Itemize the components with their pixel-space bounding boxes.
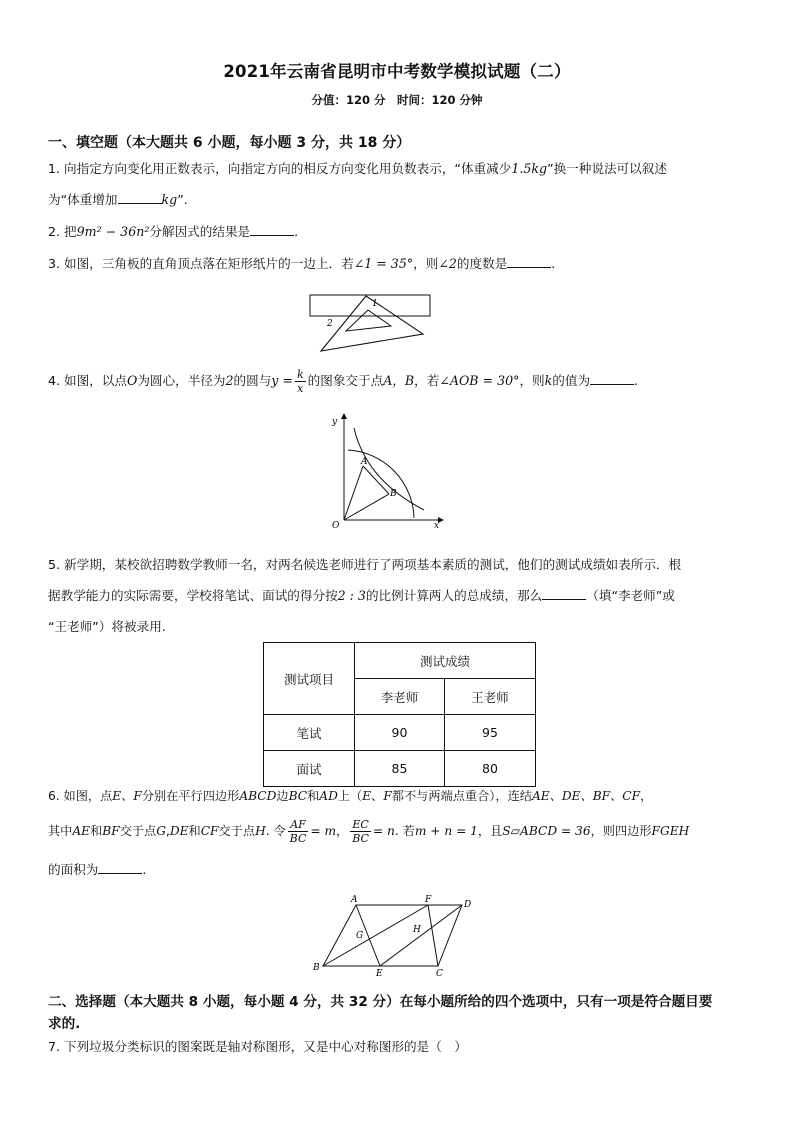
q4-fig-x-label: x [434,521,440,530]
q6-t10: 和 [90,824,103,838]
question-6-line-1 [48,787,652,805]
q1-answer-blank[interactable] [118,190,162,204]
q6-m18: FGEH [651,824,690,838]
q3-answer-blank[interactable] [507,254,551,268]
q4-fig-b-label: B [390,489,397,499]
q6-t6: 、 [371,789,384,803]
q4-mid1: 为圆心，半径为 [137,373,226,388]
table-header-teacher-li: 李老师 [355,679,445,715]
q4-point-o: O [127,373,138,388]
q1-text-b: ”换一种说法可以叙述 [547,161,667,176]
q3-middle: ，则 [413,256,439,271]
q6-t8: ， [640,789,653,803]
table-row [264,751,536,787]
q6-fig-h: H [413,925,421,935]
q6-answer-blank[interactable] [98,860,142,874]
q6-t14: 交于点 [218,824,256,838]
q6-frac1-num: AF [288,818,309,832]
q6-t7: 都不与两端点重合），连结 [391,789,532,803]
table-cell-wang: 95 [445,715,536,751]
q6-fraction-af-bc [288,818,309,845]
q4-frac-den: x [297,382,304,395]
q4-function: y = [271,373,293,388]
q6-fig-g: G [356,931,364,941]
q6-frac2-num: EC [350,818,371,832]
q3-given-angle: ∠1 = 35° [353,256,414,271]
question-1-line-1 [48,160,667,178]
q2-end: . [294,224,299,239]
question-3 [48,254,555,273]
q6-t4: 和 [307,789,320,803]
table-header-teacher-wang: 王老师 [445,679,536,715]
question-1-line-2 [48,190,188,209]
q3-prefix: 3. 如图，三角板的直角顶点落在矩形纸片的一边上．若 [48,256,354,271]
q4-fig-a-label: A [361,457,368,467]
table-cell-item: 笔试 [264,715,355,751]
q6-fig-c: C [436,969,443,978]
q6-t2: 分别在平行四边形 [141,789,240,803]
section-2-heading-line-1: 二、选择题（本大题共 8 小题，每小题 4 分，共 32 分）在每小题所给的四个选项中，只有一项是符合题目要 [48,994,713,1010]
q6-t16: ， [336,824,349,838]
q4-fig-y-label: y [332,417,338,427]
question-5-line-1: 5. 新学期，某校欲招聘数学教师一名，对两名候选老师进行了两项基本素质的测试，他们的测试成绩如表所示．根 [48,557,682,572]
q4-fraction [295,368,306,395]
q6-t11: 交于点 [119,824,157,838]
q6-t17: . 若 [394,824,415,838]
table-cell-li: 90 [355,715,445,751]
q6-m15: = n [372,824,395,838]
q6-t12: , [166,824,170,838]
q6-t13: 和 [188,824,201,838]
q6-m3: BC [288,789,308,803]
q6-fig-b: B [313,963,320,973]
q5-answer-blank[interactable] [542,586,586,600]
q6-t18: ，且 [477,824,503,838]
q6-fig-d: D [464,900,472,910]
q3-end: . [551,256,556,271]
q4-points: A，B [383,373,415,388]
q1-text-c: 为“体重增加 [48,192,118,207]
q5-score-table [263,642,536,787]
q1-unit: kg [161,192,178,207]
q4-k: k [544,373,553,388]
q5-text-b: 的比例计算两人的总成绩，那么 [365,588,543,603]
q6-t21: . [142,862,147,877]
q3-angle-2: ∠2 [438,256,457,271]
q4-suffix: 的值为 [552,373,591,388]
q6-m8: AE [72,824,91,838]
q4-radius: 2 [225,373,234,388]
q6-t15: . 令 [265,824,286,838]
q4-fig-o-label: O [332,521,340,530]
question-5-line-3: “王老师”）将被录用. [48,619,166,634]
q6-fig-f: F [425,895,432,905]
question-4 [48,368,638,395]
section-2-heading-line-2: 求的. [48,1016,81,1032]
q4-angle: ∠AOB = 30° [439,373,520,388]
q6-m10: G [156,824,166,838]
q6-m4: AD [319,789,338,803]
q6-m16: m + n = 1 [414,824,478,838]
q6-m9: BF [102,824,120,838]
q4-mid2: 的圆与 [233,373,272,388]
q6-m7: AE、DE、BF、CF [531,789,641,803]
q2-prefix: 2. 把 [48,224,77,239]
question-6-line-3 [48,860,146,879]
table-cell-wang: 80 [445,751,536,787]
q4-frac-num: k [296,368,304,381]
q4-answer-blank[interactable] [590,371,634,385]
q1-text-a: 1. 向指定方向变化用正数表示，向指定方向的相反方向变化用负数表示，“体重减少 [48,161,512,176]
q3-fig-label-1: 1 [372,299,378,309]
table-row [264,715,536,751]
q6-m11: DE [169,824,189,838]
q2-expression: 9m² − 36n² [76,224,150,239]
table-cell-li: 85 [355,751,445,787]
q6-frac1-den: BC [289,832,307,845]
q3-fig-label-2: 2 [327,319,333,329]
exam-title: 2021年云南省昆明市中考数学模拟试题（二） [223,62,571,81]
table-header-item: 测试项目 [264,643,355,715]
q4-prefix: 4. 如图，以点 [48,373,127,388]
q1-math-weight: 1.5kg [511,161,548,176]
q6-m6: F [383,789,392,803]
q6-t3: 边 [276,789,289,803]
exam-subtitle: 分值：120 分 时间：120 分钟 [311,93,483,107]
q5-text-a: 据教学能力的实际需要，学校将笔试、面试的得分按 [48,588,338,603]
q4-mid4: ，若 [414,373,440,388]
q4-figure-circle-hyperbola [326,410,448,530]
question-2 [48,222,298,241]
q4-end: . [634,373,639,388]
q5-text-c: （填“李老师”或 [586,588,675,603]
q6-t19: ，则四边形 [590,824,652,838]
q4-mid5: ，则 [519,373,545,388]
question-6-line-2 [48,818,689,845]
q6-t1: 6. 如图，点 [48,789,113,803]
q6-figure-parallelogram [310,890,475,978]
q3-suffix: 的度数是 [456,256,508,271]
q6-m12: CF [200,824,219,838]
q2-suffix: 分解因式的结果是 [149,224,251,239]
q6-m2: ABCD [239,789,277,803]
section-1-heading: 一、填空题（本大题共 6 小题，每小题 3 分，共 18 分） [48,135,411,151]
q3-figure-triangle-ruler [306,286,436,356]
q6-t20: 的面积为 [48,862,99,877]
q6-frac2-den: BC [352,832,369,845]
question-7: 7. 下列垃圾分类标识的图案既是轴对称图形，又是中心对称图形的是（ ） [48,1039,468,1054]
table-cell-item: 面试 [264,751,355,787]
q6-m5: E [362,789,372,803]
table-header-scores: 测试成绩 [355,643,536,679]
q6-fig-a: A [351,895,358,905]
q6-fraction-ec-bc [350,818,371,845]
q1-text-d: ”. [177,192,188,207]
q2-answer-blank[interactable] [250,222,294,236]
q6-m17: S▱ABCD = 36 [502,824,591,838]
q6-m14: = m [310,824,337,838]
q4-mid3: 的图象交于点 [307,373,384,388]
q6-m1: E、F [112,789,142,803]
q6-t9: 其中 [48,824,73,838]
q6-fig-e: E [376,969,383,978]
q5-ratio: 2 : 3 [337,588,366,603]
q6-t5: 上（ [337,789,363,803]
question-5-line-2 [48,586,675,605]
q6-m13: H [255,824,266,838]
